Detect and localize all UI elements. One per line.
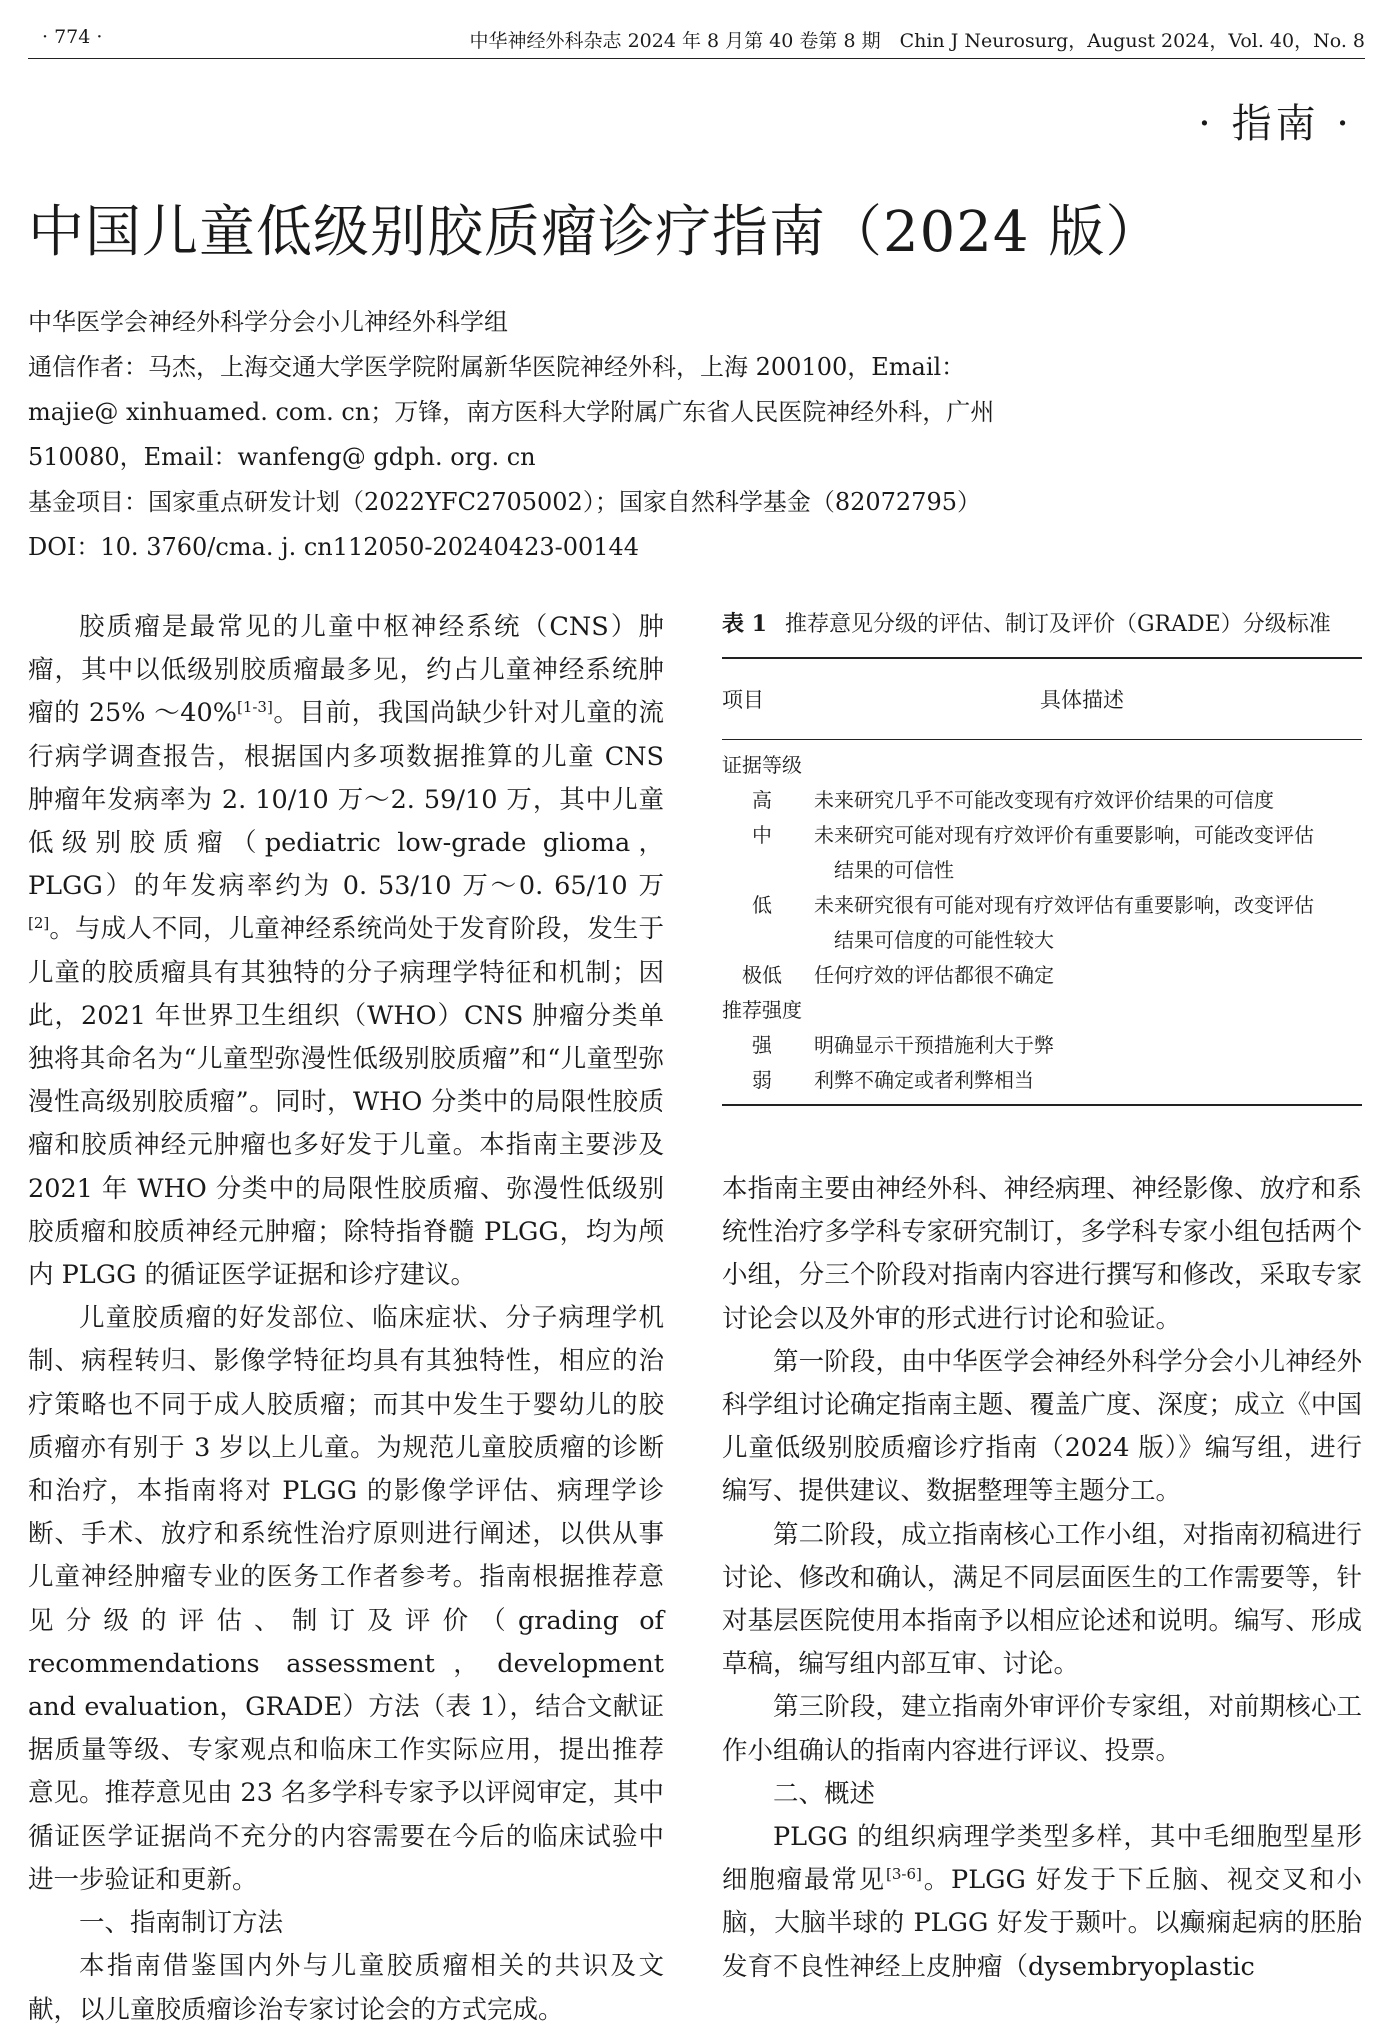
funding-line: 基金项目：国家重点研发计划（2022YFC2705002）；国家自然科学基金（82072795）	[28, 488, 981, 516]
corresponding-line-3: 510080，Email：wanfeng@ gdph. org. cn	[28, 443, 536, 471]
table-cell-level: 高	[752, 788, 772, 812]
section-tag: · 指南 ·	[1198, 101, 1353, 147]
table-row	[722, 888, 1362, 958]
table-cell-level: 低	[752, 893, 772, 917]
table-header-row	[722, 659, 1362, 739]
table-row	[722, 818, 1362, 888]
table-cell-description: 未来研究几乎不可能改变现有疗效评价结果的可信度	[814, 788, 1274, 812]
right-column	[722, 1168, 1362, 1989]
table-label: 表 1	[722, 611, 767, 637]
section-heading-overview: 二、概述	[773, 1778, 876, 1809]
table-cell-description: 利弊不确定或者利弊相当	[814, 1068, 1034, 1092]
doi-line: DOI：10. 3760/cma. j. cn112050-20240423-00144	[28, 533, 640, 561]
citation-ref: [1-3]	[236, 698, 273, 717]
table-cell-level: 极低	[742, 963, 782, 987]
table-cell-level: 弱	[752, 1068, 772, 1092]
table-bottom-rule	[722, 1104, 1362, 1106]
table-group-label: 证据等级	[722, 753, 802, 777]
table-header-desc: 具体描述	[1040, 688, 1124, 712]
header-rule	[28, 58, 1365, 59]
article-meta	[28, 300, 1108, 570]
citation-ref: [3-6]	[886, 1865, 922, 1884]
table-cell-continuation: 结果可信度的可能性较大	[834, 928, 1054, 952]
table-row	[722, 1063, 1362, 1098]
overview-paragraph-1	[722, 1816, 1362, 1989]
table-caption	[722, 610, 1362, 639]
grade-table	[722, 610, 1362, 1106]
body-text: 。PLGG 好发于下丘脑、视交叉和小脑，大脑半球的 PLGG 好发于颞叶。以癫痫起病的胚胎发育不良性神经上皮肿瘤（dysembryoplastic	[722, 1865, 1362, 1982]
table-body	[722, 740, 1362, 1104]
methods-paragraph-5: 第三阶段，建立指南外审评价专家组，对前期核心工作小组确认的指南内容进行评议、投票。	[722, 1692, 1362, 1766]
table-cell-description: 未来研究很有可能对现有疗效评估有重要影响，改变评估 结果可信度的可能性较大	[802, 888, 1362, 958]
section-heading-methods: 一、指南制订方法	[79, 1908, 284, 1939]
citation-ref: [2]	[28, 914, 50, 933]
body-text: PLGG 的组织病理学类型多样，其中毛细胞型星形细胞瘤最常见	[722, 1822, 1362, 1896]
methods-paragraph-2: 本指南主要由神经外科、神经病理、神经影像、放疗和系统性治疗多学科专家研究制订，多学科专家小组包括两个小组，分三个阶段对指南内容进行撰写和修改，采取专家讨论会以及外审的形式进行讨论和验证。	[722, 1174, 1362, 1334]
author-group: 中华医学会神经外科学分会小儿神经外科学组	[28, 308, 508, 336]
table-row	[722, 958, 1362, 993]
intro-paragraph-2: 儿童胶质瘤的好发部位、临床症状、分子病理学机制、病程转归、影像学特征均具有其独特性，相应的治疗策略也不同于成人胶质瘤；而其中发生于婴幼儿的胶质瘤亦有别于 3 岁以上儿童。为规范儿童胶质瘤的诊断和治疗，本指南将对 PLGG 的影像学评估、病理学诊断、手术、放疗和系统性治疗原则进行阐述，以供从事儿童神经肿瘤专业的医务工作者参考。指南根据推荐意见分级的评估、制订及评价（grading of recommendations assessment，development and evaluation，GRADE）方法（表 1），结合文献证据质量等级、专家观点和临床工作实际应用，提出推荐意见。推荐意见由 23 名多学科专家予以评阅审定，其中循证医学证据尚不充分的内容需要在今后的临床试验中进一步验证和更新。	[28, 1303, 664, 1895]
table-cell-level: 强	[752, 1033, 772, 1057]
table-cell-description: 未来研究可能对现有疗效评价有重要影响，可能改变评估 结果的可信性	[802, 818, 1362, 888]
table-cell-level: 中	[752, 823, 772, 847]
body-text: 。与成人不同，儿童神经系统尚处于发育阶段，发生于儿童的胶质瘤具有其独特的分子病理学特征和机制；因此，2021 年世界卫生组织（WHO）CNS 肿瘤分类单独将其命名为“儿童型弥漫性低级别胶质瘤”和“儿童型弥漫性高级别胶质瘤”。同时，WHO 分类中的局限性胶质瘤和胶质神经元肿瘤也多好发于儿童。本指南主要涉及 2021 年 WHO 分类中的局限性胶质瘤、弥漫性低级别胶质瘤和胶质神经元肿瘤；除特指脊髓 PLGG，均为颅内 PLGG 的循证医学证据和诊疗建议。	[28, 914, 664, 1291]
methods-paragraph-3: 第一阶段，由中华医学会神经外科学分会小儿神经外科学组讨论确定指南主题、覆盖广度、深度；成立《中国儿童低级别胶质瘤诊疗指南（2024 版）》编写组，进行编写、提供建议、数据整理等主题分工。	[722, 1346, 1362, 1507]
article-title: 中国儿童低级别胶质瘤诊疗指南（2024 版）	[28, 200, 1163, 265]
body-text: 胶质瘤是最常见的儿童中枢神经系统（CNS）肿瘤，其中以低级别胶质瘤最多见，约占儿童神经系统肿瘤的 25% ～40%	[28, 612, 664, 729]
table-caption-text: 推荐意见分级的评估、制订及评价（GRADE）分级标准	[784, 612, 1331, 637]
table-header-item: 项目	[722, 688, 764, 712]
intro-paragraph-1	[28, 606, 664, 1297]
body-text: 。目前，我国尚缺少针对儿童的流行病学调查报告，根据国内多项数据推算的儿童 CNS 肿瘤年发病率为 2. 10/10 万～2. 59/10 万，其中儿童低级别胶质瘤（pediatric low-grade glioma，PLGG）的年发病率约为 0. 53/10 万～0. 65/10 万	[28, 698, 664, 902]
table-group-label: 推荐强度	[722, 998, 802, 1022]
methods-paragraph-1: 本指南借鉴国内外与儿童胶质瘤相关的共识及文献，以儿童胶质瘤诊治专家讨论会的方式完成。	[28, 1951, 664, 2025]
table-row	[722, 1028, 1362, 1063]
table-cell-description: 明确显示干预措施利大于弊	[814, 1033, 1054, 1057]
running-header	[28, 26, 1365, 56]
left-column	[28, 606, 664, 2032]
methods-paragraph-4: 第二阶段，成立指南核心工作小组，对指南初稿进行讨论、修改和确认，满足不同层面医生的工作需要等，针对基层医院使用本指南予以相应论述和说明。编写、形成草稿，编写组内部互审、讨论。	[722, 1519, 1362, 1680]
corresponding-line-2: majie@ xinhuamed. com. cn；万锋，南方医科大学附属广东省人民医院神经外科，广州	[28, 398, 995, 426]
table-row	[722, 783, 1362, 818]
corresponding-line-1: 通信作者：马杰，上海交通大学医学院附属新华医院神经外科，上海 200100，Email：	[28, 353, 966, 381]
table-cell-description: 任何疗效的评估都很不确定	[814, 963, 1054, 987]
table-cell-continuation: 结果的可信性	[834, 858, 954, 882]
page-number: · 774 ·	[42, 26, 103, 48]
journal-citation: 中华神经外科杂志 2024 年 8 月第 40 卷第 8 期 Chin J Neurosurg，August 2024，Vol. 40，No. 8	[469, 30, 1365, 52]
